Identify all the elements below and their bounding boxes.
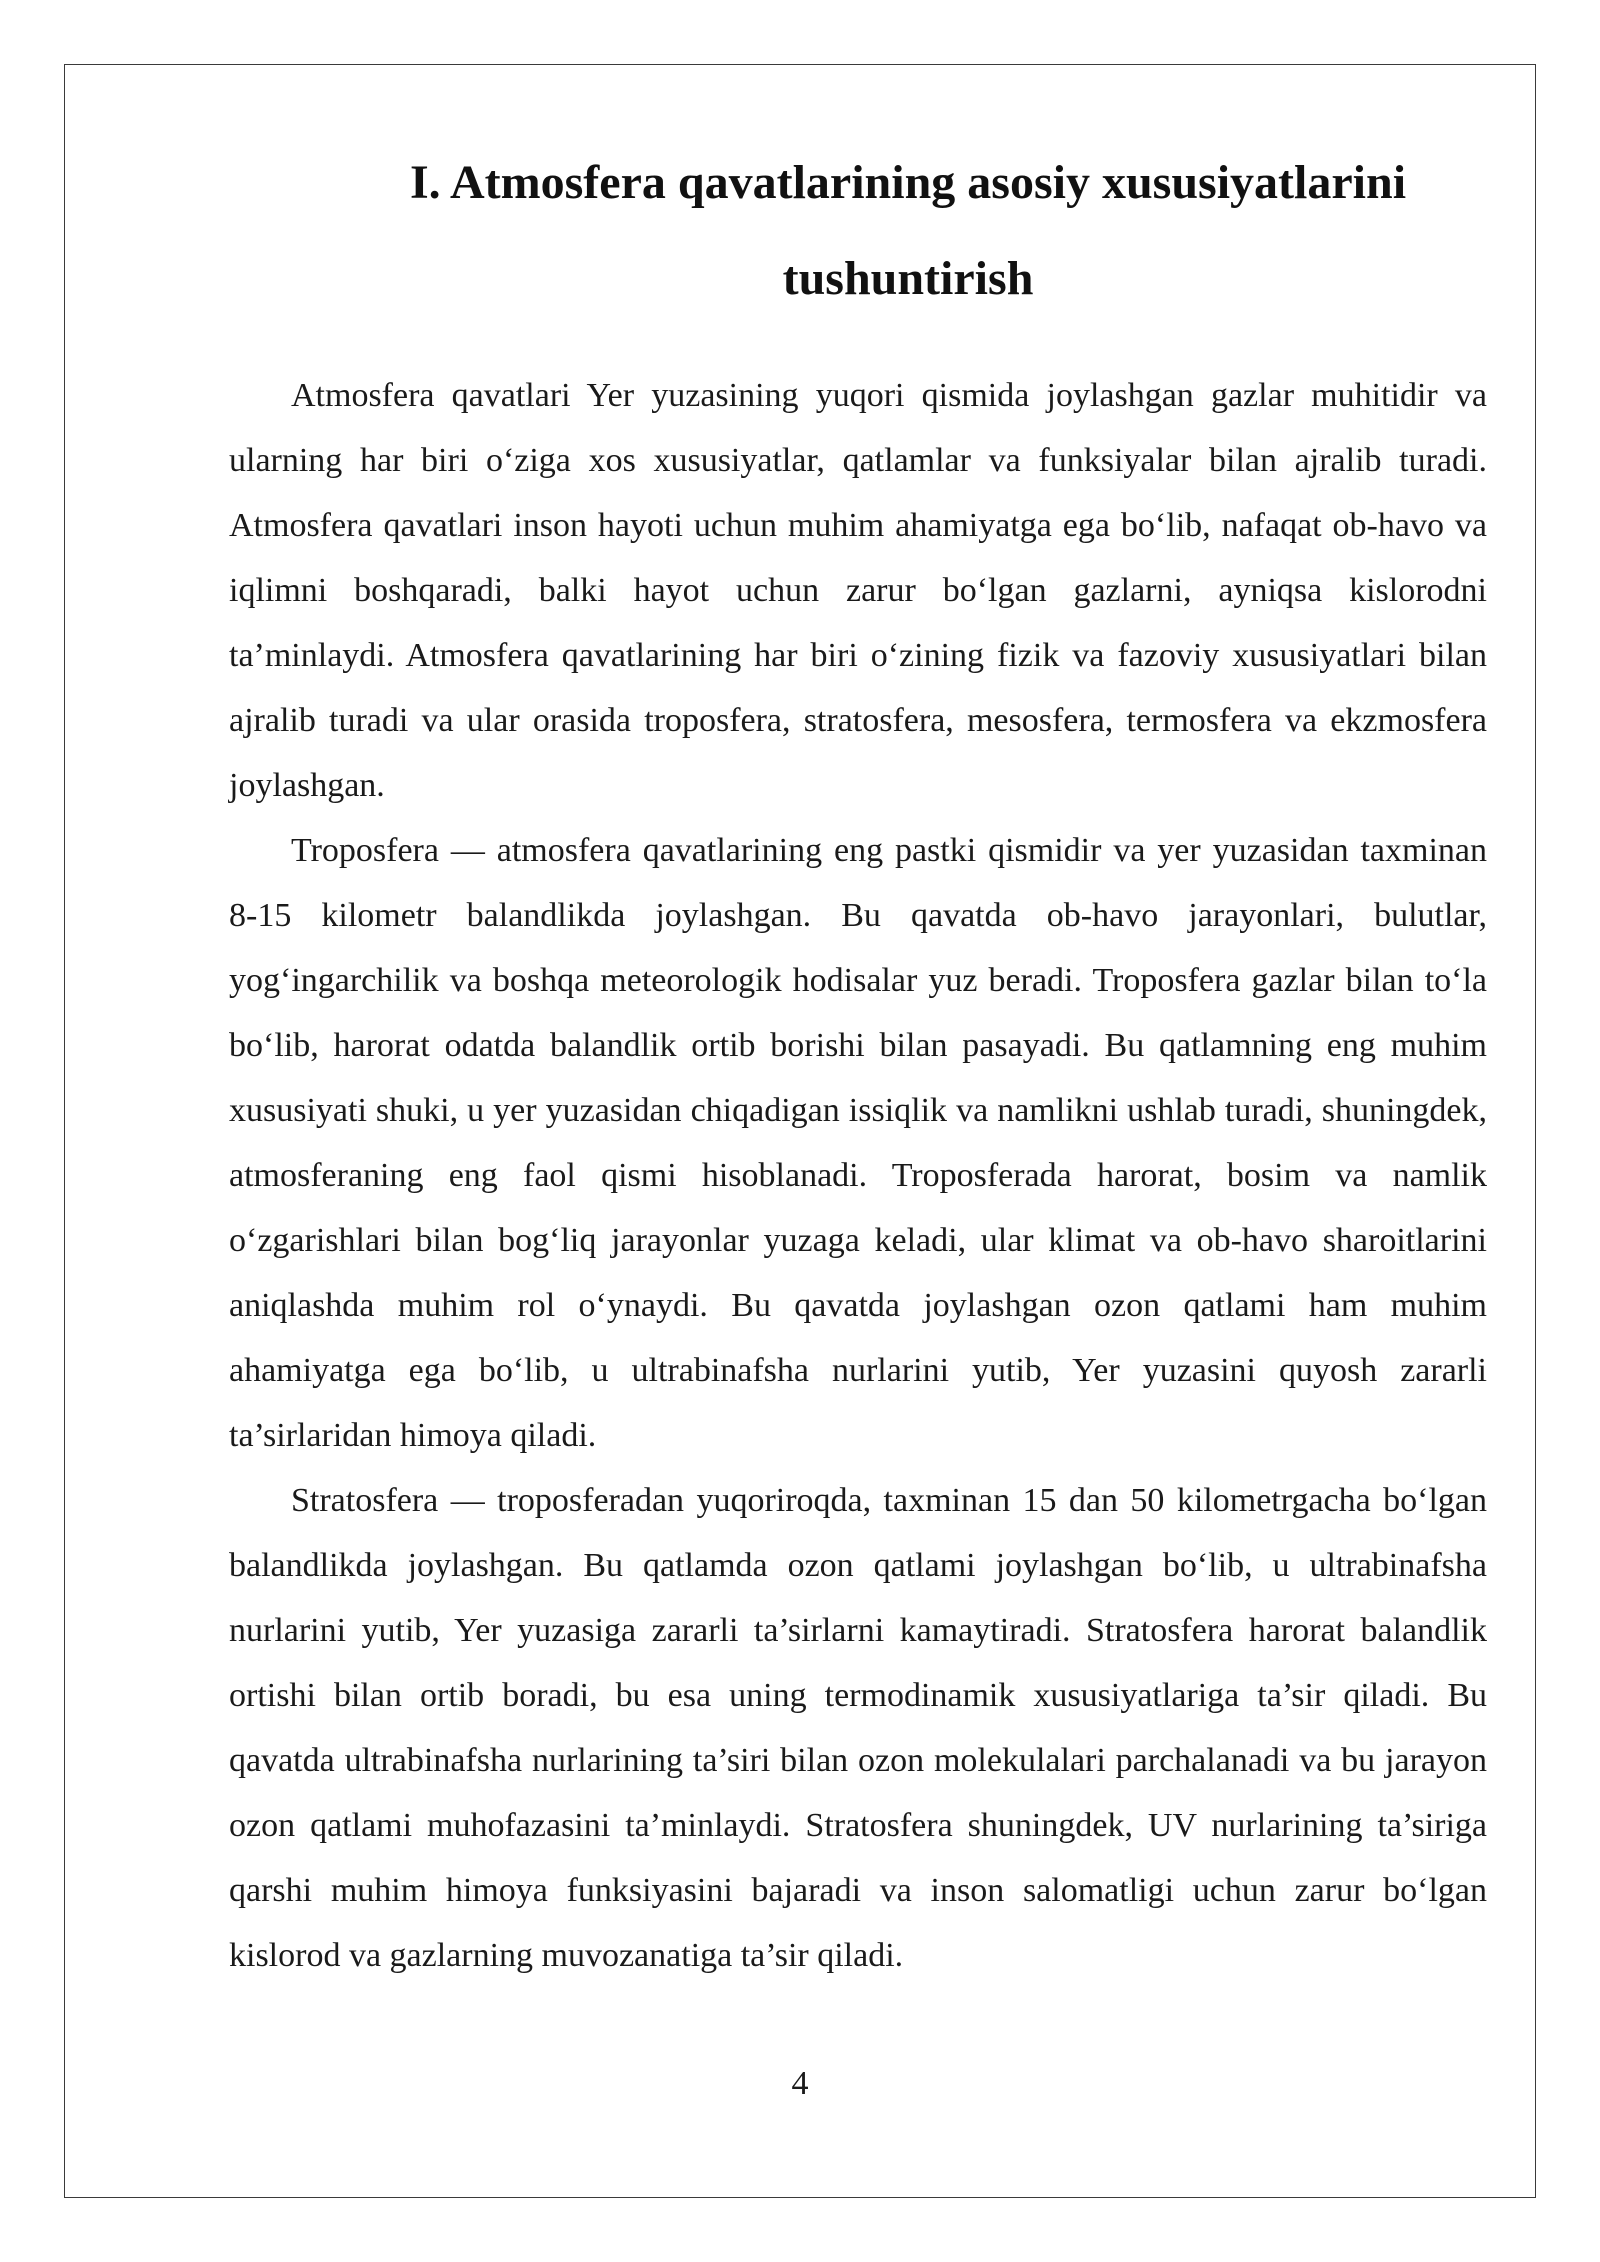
body-text xyxy=(229,363,1487,1988)
page-content xyxy=(229,135,1487,1988)
page-title xyxy=(229,135,1487,327)
title-line-2: tushuntirish xyxy=(782,252,1034,305)
paragraph-stratosphere: Stratosfera — troposferadan yuqoriroqda, taxminan 15 dan 50 kilometrgacha bo‘lgan balandlikda joylashgan. Bu qatlamda ozon qatlami joylashgan bo‘lib, u ultrabinafsha nurlarini yutib, Yer yuzasiga zararli ta’sirlarni kamaytiradi. Stratosfera harorat balandlik ortishi bilan ortib boradi, bu esa uning termodinamik xususiyatlariga ta’sir qiladi. Bu qavatda ultrabinafsha nurlarining ta’siri bilan ozon molekulalari parchalanadi va bu jarayon ozon qatlami muhofazasini ta’minlaydi. Stratosfera shuningdek, UV nurlarining ta’siriga qarshi muhim himoya funksiyasini bajaradi va inson salomatligi uchun zarur bo‘lgan kislorod va gazlarning muvozanatiga ta’sir qiladi. xyxy=(229,1482,1487,1974)
paragraph-troposphere: Troposfera — atmosfera qavatlarining eng pastki qismidir va yer yuzasidan taxminan 8-15 kilometr balandlikda joylashgan. Bu qavatda ob-havo jarayonlari, bulutlar, yog‘ingarchilik va boshqa meteorologik hodisalar yuz beradi. Troposfera gazlar bilan to‘la bo‘lib, harorat odatda balandlik ortib borishi bilan pasayadi. Bu qatlamning eng muhim xususiyati shuki, u yer yuzasidan chiqadigan issiqlik va namlikni ushlab turadi, shuningdek, atmosferaning eng faol qismi hisoblanadi. Troposferada harorat, bosim va namlik o‘zgarishlari bilan bog‘liq jarayonlar yuzaga keladi, ular klimat va ob-havo sharoitlarini aniqlashda muhim rol o‘ynaydi. Bu qavatda joylashgan ozon qatlami ham muhim ahamiyatga ega bo‘lib, u ultrabinafsha nurlarini yutib, Yer yuzasini quyosh zararli ta’sirlaridan himoya qiladi. xyxy=(229,832,1487,1454)
paragraph-intro: Atmosfera qavatlari Yer yuzasining yuqori qismida joylashgan gazlar muhitidir va ularning har biri o‘ziga xos xususiyatlar, qatlamlar va funksiyalar bilan ajralib turadi. Atmosfera qavatlari inson hayoti uchun muhim ahamiyatga ega bo‘lib, nafaqat ob-havo va iqlimni boshqaradi, balki hayot uchun zarur bo‘lgan gazlarni, ayniqsa kislorodni ta’minlaydi. Atmosfera qavatlarining har biri o‘zining fizik va fazoviy xususiyatlari bilan ajralib turadi va ular orasida troposfera, stratosfera, mesosfera, termosfera va ekzmosfera joylashgan. xyxy=(229,377,1487,804)
title-line-1: I. Atmosfera qavatlarining asosiy xususiyatlarini xyxy=(409,156,1407,209)
page-number: 4 xyxy=(791,2065,809,2102)
